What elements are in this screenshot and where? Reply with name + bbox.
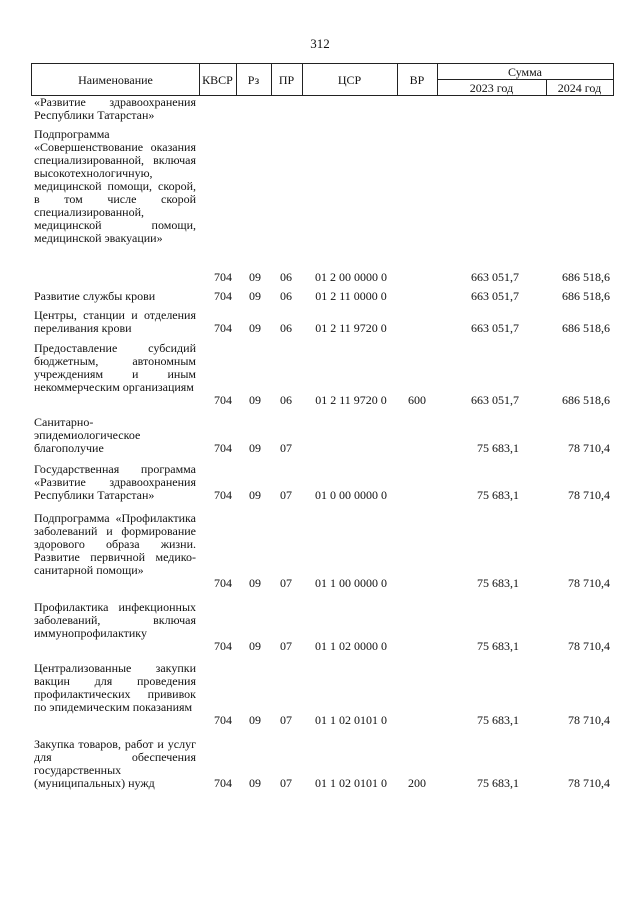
row-sum-2023: 663 051,7: [471, 321, 519, 335]
row-sum-2024: 686 518,6: [562, 289, 610, 303]
header-vr: ВР: [409, 73, 425, 87]
row-vr: 600: [408, 393, 426, 407]
row-sum-2024: 78 710,4: [568, 776, 610, 790]
table-row: [0, 416, 640, 455]
row-rz: 09: [249, 441, 261, 455]
header-2023: 2023 год: [469, 81, 514, 95]
row-sum-2023: 75 683,1: [477, 639, 519, 653]
row-name: Санитарно-эпидемиологическое благополучие: [34, 415, 141, 455]
row-sum-2023: 75 683,1: [477, 776, 519, 790]
row-sum-2023: 75 683,1: [477, 576, 519, 590]
row-csr: 01 2 11 9720 0: [315, 393, 387, 407]
row-csr: 01 1 02 0000 0: [315, 639, 387, 653]
row-csr: 01 2 11 9720 0: [315, 321, 387, 335]
table-header: [31, 63, 614, 96]
row-sum-2024: 686 518,6: [562, 321, 610, 335]
header-2024: 2024 год: [557, 81, 602, 95]
header-kvsr: КВСР: [202, 73, 233, 87]
row-rz: 09: [249, 488, 261, 502]
row-sum-2024: 78 710,4: [568, 639, 610, 653]
row-sum-2024: 686 518,6: [562, 270, 610, 284]
row-pr: 06: [280, 270, 292, 284]
table-row: [0, 662, 640, 727]
table-row: [0, 342, 640, 407]
row-sum-2023: 75 683,1: [477, 713, 519, 727]
row-kvsr: 704: [214, 321, 232, 335]
row-sum-2024: 78 710,4: [568, 441, 610, 455]
row-pr: 07: [280, 776, 292, 790]
table-row: [0, 290, 640, 303]
row-name: Профилактика инфекционных заболеваний, включая иммунопрофилактику: [34, 600, 196, 640]
row-vr: 200: [408, 776, 426, 790]
row-name: Закупка товаров, работ и услуг для обеспечения государственных (муниципальных) нужд: [34, 737, 196, 790]
row-rz: 09: [249, 289, 261, 303]
row-pr: 06: [280, 321, 292, 335]
row-kvsr: 704: [214, 713, 232, 727]
row-csr: 01 2 11 0000 0: [315, 289, 387, 303]
row-rz: 09: [249, 713, 261, 727]
row-csr: 01 1 02 0101 0: [315, 776, 387, 790]
header-pr: ПР: [278, 73, 295, 87]
header-name: Наименование: [78, 73, 153, 87]
row-pr: 07: [280, 441, 292, 455]
row-kvsr: 704: [214, 270, 232, 284]
row-name: «Развитие здравоохранения Республики Татарстан»: [34, 95, 196, 122]
header-csr: ЦСР: [337, 73, 362, 87]
header-rz: Рз: [247, 73, 260, 87]
row-name: Предоставление субсидий бюджетным, автономным учреждениям и иным некоммерческим организациям: [34, 341, 196, 394]
header-sum: Сумма: [508, 65, 542, 79]
row-kvsr: 704: [214, 776, 232, 790]
row-name: Подпрограмма «Совершенствование оказания специализированной, включая высокотехнологичную, медицинской помощи, скорой, в том числе скорой специализированной, медицинской помощи, медицинской эвакуации»: [34, 127, 196, 245]
row-sum-2024: 78 710,4: [568, 713, 610, 727]
row-pr: 07: [280, 639, 292, 653]
divider: [437, 79, 613, 80]
page-number: 312: [310, 36, 330, 51]
row-sum-2024: 78 710,4: [568, 488, 610, 502]
row-pr: 07: [280, 576, 292, 590]
row-name: Развитие службы крови: [34, 289, 156, 303]
row-rz: 09: [249, 576, 261, 590]
table-row: [0, 738, 640, 790]
row-name: Центры, станции и отделения переливания крови: [34, 308, 196, 335]
row-name: Государственная программа «Развитие здравоохранения Республики Татарстан»: [34, 462, 196, 502]
row-rz: 09: [249, 270, 261, 284]
table-row: [0, 601, 640, 653]
row-pr: 07: [280, 713, 292, 727]
row-name: Централизованные закупки вакцин для проведения профилактических прививок по эпидемическим показаниям: [34, 661, 196, 714]
row-rz: 09: [249, 321, 261, 335]
row-kvsr: 704: [214, 289, 232, 303]
row-pr: 07: [280, 488, 292, 502]
table-row: [0, 309, 640, 335]
row-sum-2023: 75 683,1: [477, 441, 519, 455]
row-kvsr: 704: [214, 393, 232, 407]
row-kvsr: 704: [214, 488, 232, 502]
row-rz: 09: [249, 639, 261, 653]
row-rz: 09: [249, 776, 261, 790]
row-csr: 01 2 00 0000 0: [315, 270, 387, 284]
row-sum-2023: 663 051,7: [471, 393, 519, 407]
table-row: [0, 512, 640, 590]
table-row: [0, 96, 640, 122]
row-kvsr: 704: [214, 576, 232, 590]
row-sum-2023: 663 051,7: [471, 289, 519, 303]
row-pr: 06: [280, 393, 292, 407]
row-sum-2024: 78 710,4: [568, 576, 610, 590]
row-kvsr: 704: [214, 441, 232, 455]
table-row: [0, 128, 640, 284]
table-row: [0, 463, 640, 502]
row-csr: 01 1 02 0101 0: [315, 713, 387, 727]
row-csr: 01 0 00 0000 0: [315, 488, 387, 502]
row-sum-2023: 75 683,1: [477, 488, 519, 502]
row-sum-2024: 686 518,6: [562, 393, 610, 407]
row-pr: 06: [280, 289, 292, 303]
row-rz: 09: [249, 393, 261, 407]
row-name: Подпрограмма «Профилактика заболеваний и формирование здорового образа жизни. Развитие первичной медико-санитарной помощи»: [34, 511, 196, 577]
row-kvsr: 704: [214, 639, 232, 653]
row-sum-2023: 663 051,7: [471, 270, 519, 284]
row-csr: 01 1 00 0000 0: [315, 576, 387, 590]
